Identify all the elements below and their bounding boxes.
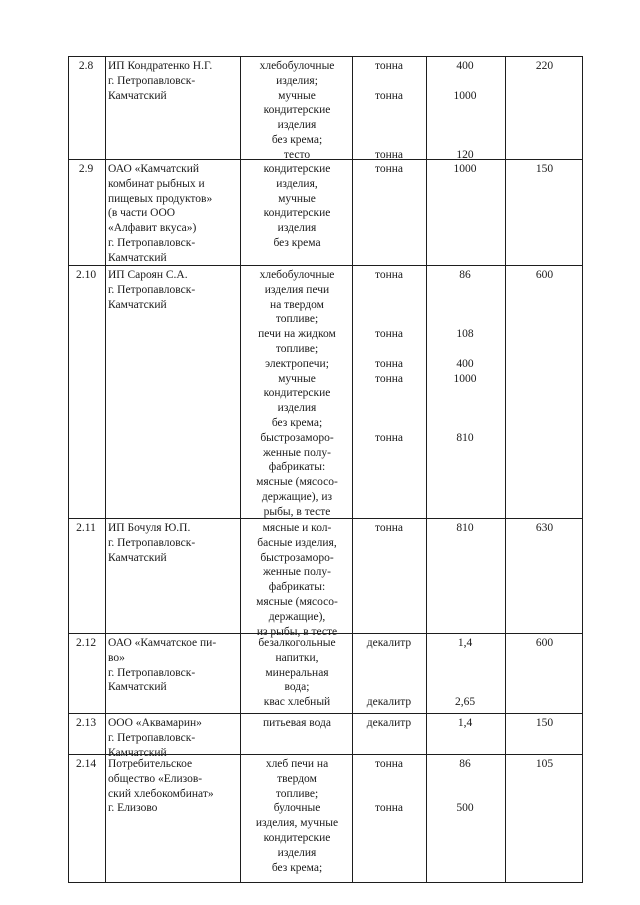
product-line: изделия; bbox=[276, 74, 318, 87]
organization-line: Камчатский bbox=[108, 746, 167, 759]
organization-line: г. Петропавловск- bbox=[108, 536, 196, 549]
product-line: женные полу- bbox=[263, 566, 331, 579]
product-line: булочные bbox=[273, 802, 321, 815]
column-rule bbox=[105, 56, 106, 882]
product-line: изделия bbox=[277, 119, 317, 132]
product-line: держащие), bbox=[268, 610, 326, 623]
organization-line: г. Петропавловск- bbox=[108, 283, 196, 296]
unit-cell: тонна bbox=[374, 89, 404, 102]
row-number: 2.9 bbox=[78, 163, 94, 175]
total-cell: 150 bbox=[535, 163, 554, 175]
product-line: быстрозаморо- bbox=[260, 431, 334, 444]
row-number: 2.13 bbox=[75, 717, 97, 729]
unit-cell: тонна bbox=[374, 758, 404, 770]
organization-line: Камчатский bbox=[108, 251, 167, 264]
product-line: без крема bbox=[273, 237, 321, 249]
product-line: топливе; bbox=[275, 787, 319, 800]
amount-cell: 1,4 bbox=[457, 637, 473, 649]
unit-cell: декалитр bbox=[366, 637, 412, 649]
product-line: тесто bbox=[283, 148, 311, 161]
product-line: кондитерские bbox=[263, 104, 331, 117]
organization-line: ООО «Аквамарин» bbox=[108, 717, 202, 729]
total-cell: 105 bbox=[535, 758, 554, 770]
amount-cell: 810 bbox=[456, 522, 474, 534]
amount-cell: 86 bbox=[459, 269, 471, 281]
product-line: топливе; bbox=[275, 343, 319, 355]
unit-cell: тонна bbox=[374, 431, 404, 444]
row-number: 2.12 bbox=[75, 637, 97, 649]
organization-line: г. Елизово bbox=[108, 802, 158, 815]
product-line: без крема; bbox=[271, 417, 323, 429]
amount-cell: 400 bbox=[456, 60, 474, 72]
row-rule bbox=[68, 56, 583, 57]
organization-line: г. Петропавловск- bbox=[108, 666, 196, 679]
unit-cell: декалитр bbox=[366, 717, 412, 729]
product-line: мясные и кол- bbox=[262, 522, 332, 534]
product-line: квас хлебный bbox=[263, 696, 331, 709]
product-line: мясные (мясосо- bbox=[256, 596, 338, 608]
unit-cell: тонна bbox=[374, 60, 404, 72]
product-line: топливе; bbox=[275, 313, 319, 326]
organization-line: г. Петропавловск- bbox=[108, 74, 196, 87]
total-cell: 600 bbox=[535, 637, 554, 649]
amount-cell: 810 bbox=[456, 431, 474, 444]
organization-line: ИП Кондратенко Н.Г. bbox=[108, 60, 213, 72]
product-line: басные изделия, bbox=[257, 536, 337, 549]
report-table bbox=[68, 56, 583, 882]
product-line: быстрозаморо- bbox=[260, 551, 334, 564]
product-line: напитки, bbox=[275, 651, 319, 664]
product-line: без крема; bbox=[271, 134, 323, 146]
unit-cell: тонна bbox=[374, 163, 404, 175]
product-line: изделия bbox=[277, 846, 317, 859]
product-line: безалкогольные bbox=[258, 637, 336, 649]
organization-line: Камчатский bbox=[108, 298, 167, 311]
row-number: 2.8 bbox=[78, 60, 94, 72]
organization-line: пищевых продуктов» bbox=[108, 192, 213, 205]
organization-line: г. Петропавловск- bbox=[108, 237, 196, 249]
product-line: мучные bbox=[278, 372, 316, 385]
product-line: фабрикаты: bbox=[268, 581, 326, 594]
total-cell: 600 bbox=[535, 269, 554, 281]
row-number: 2.14 bbox=[75, 758, 97, 770]
organization-line: Камчатский bbox=[108, 681, 167, 694]
product-line: электропечи; bbox=[265, 357, 329, 370]
organization-line: общество «Елизов- bbox=[108, 772, 203, 785]
column-rule bbox=[352, 56, 353, 882]
organization-line: ОАО «Камчатский bbox=[108, 163, 200, 175]
product-line: мясные (мясосо- bbox=[256, 476, 338, 489]
product-line: хлебобулочные bbox=[259, 269, 335, 281]
product-line: хлеб печи на bbox=[265, 758, 329, 770]
amount-cell: 1000 bbox=[453, 372, 477, 385]
product-line: кондитерские bbox=[263, 163, 331, 175]
amount-cell: 1,4 bbox=[457, 717, 473, 729]
row-rule bbox=[68, 713, 583, 714]
organization-line: Камчатский bbox=[108, 89, 167, 102]
organization-line: ИП Сароян С.А. bbox=[108, 269, 188, 281]
unit-cell: тонна bbox=[374, 269, 404, 281]
organization-line: комбинат рыбных и bbox=[108, 177, 205, 190]
product-line: изделия bbox=[277, 402, 317, 415]
unit-cell: тонна bbox=[374, 328, 404, 341]
product-line: изделия печи bbox=[264, 283, 330, 296]
total-cell: 150 bbox=[535, 717, 554, 729]
amount-cell: 400 bbox=[456, 357, 474, 370]
product-line: кондитерские bbox=[263, 832, 331, 844]
product-line: вода; bbox=[284, 681, 310, 694]
product-line: рыбы, в тесте bbox=[263, 505, 331, 518]
product-line: питьевая вода bbox=[263, 717, 331, 729]
organization-line: ОАО «Камчатское пи- bbox=[108, 637, 217, 649]
product-line: печи на жидком bbox=[258, 328, 336, 341]
unit-cell: тонна bbox=[374, 357, 404, 370]
amount-cell: 120 bbox=[456, 148, 474, 161]
organization-line: ский хлебокомбинат» bbox=[108, 787, 214, 800]
organization-line: г. Петропавловск- bbox=[108, 731, 196, 744]
amount-cell: 1000 bbox=[453, 163, 477, 175]
unit-cell: декалитр bbox=[366, 696, 412, 709]
organization-line: «Алфавит вкуса») bbox=[108, 222, 197, 235]
amount-cell: 108 bbox=[456, 328, 474, 341]
organization-line: (в части ООО bbox=[108, 207, 176, 220]
row-rule bbox=[68, 882, 583, 883]
product-line: минеральная bbox=[265, 666, 329, 679]
product-line: женные полу- bbox=[263, 446, 331, 459]
product-line: кондитерские bbox=[263, 207, 331, 220]
product-line: без крема; bbox=[271, 861, 323, 874]
amount-cell: 2,65 bbox=[454, 696, 476, 709]
product-line: изделия bbox=[277, 222, 317, 235]
unit-cell: тонна bbox=[374, 372, 404, 385]
product-line: твердом bbox=[277, 772, 317, 785]
product-line: держащие), из bbox=[261, 491, 333, 503]
product-line: из рыбы, в тесте bbox=[256, 625, 338, 638]
amount-cell: 1000 bbox=[453, 89, 477, 102]
product-line: кондитерские bbox=[263, 387, 331, 400]
amount-cell: 500 bbox=[456, 802, 474, 815]
organization-line: во» bbox=[108, 651, 125, 664]
total-cell: 220 bbox=[535, 60, 554, 72]
unit-cell: тонна bbox=[374, 148, 404, 161]
row-number: 2.10 bbox=[75, 269, 97, 281]
product-line: изделия, bbox=[276, 177, 318, 190]
product-line: хлебобулочные bbox=[259, 60, 335, 72]
organization-line: Камчатский bbox=[108, 551, 167, 564]
organization-line: Потребительское bbox=[108, 758, 193, 770]
product-line: фабрикаты: bbox=[268, 461, 326, 474]
product-line: изделия, мучные bbox=[255, 817, 339, 830]
unit-cell: тонна bbox=[374, 522, 404, 534]
row-number: 2.11 bbox=[76, 522, 96, 534]
total-cell: 630 bbox=[535, 522, 554, 534]
product-line: на твердом bbox=[270, 298, 324, 311]
product-line: мучные bbox=[278, 192, 316, 205]
organization-line: ИП Бочуля Ю.П. bbox=[108, 522, 191, 534]
product-line: мучные bbox=[278, 89, 316, 102]
amount-cell: 86 bbox=[459, 758, 471, 770]
unit-cell: тонна bbox=[374, 802, 404, 815]
